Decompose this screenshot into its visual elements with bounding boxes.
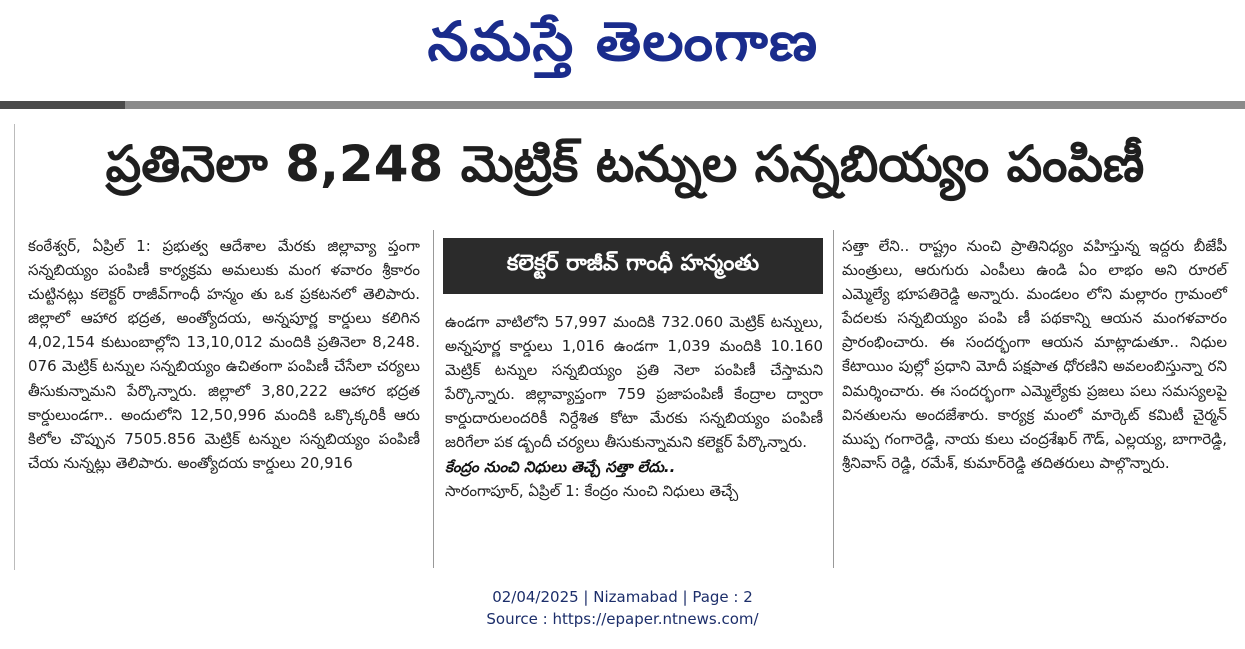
left-frame-line — [14, 124, 15, 570]
masthead-logo: నమస్తే తెలంగాణ — [427, 9, 818, 73]
masthead — [0, 0, 1245, 96]
column-divider — [433, 230, 434, 568]
article-column-2 — [445, 310, 823, 503]
footer — [0, 586, 1245, 630]
column-2-text: ఉండగా వాటిలోని 57,997 మందికి 732.060 మెట్రిక్ టన్నులు, అన్నపూర్ణ కార్డులు 1,016 ఉండగా 1,039 మందికి 10.160 మెట్రిక్ టన్నుల సన్నబియ్యం ప్రతి నెలా పంపిణీ చేస్తామని పేర్కొన్నారు. జిల్లావ్యాప్తంగా 759 ప్రజాపంపిణీ కేంద్రాల ద్వారా కార్డుదారులందరికీ నిర్దేశిత కోటా మేరకు సన్నబియ్యం పంపిణీ జరిగేలా పక డ్బందీ చర్యలు తీసుకున్నామని కలెక్టర్ పేర్కొన్నారు. — [445, 313, 823, 452]
header-rule — [0, 101, 1245, 109]
column-1-text: కంఠేశ్వర్, ఏప్రిల్ 1: ప్రభుత్వ ఆదేశాల మేరకు జిల్లావ్యా ప్తంగా సన్నబియ్యం పంపిణీ కార్యక్రమ అమలుకు మంగ ళవారం శ్రీకారం చుట్టినట్లు కలెక్టర్ రాజీవ్‌గాంధీ హన్మం తు ఒక ప్రకటనలో తెలిపారు. జిల్లాలో ఆహార భద్రత, అంత్యోదయ, అన్నపూర్ణ కార్డులు కలిగిన 4,02,154 కుటుంబాల్లోని 13,10,012 మందికి ప్రతినెలా 8,248. 076 మెట్రిక్ టన్నుల సన్నబియ్యం ఉచితంగా పంపిణీ చేసేలా చర్యలు తీసుకున్నామని పేర్కొన్నారు. జిల్లాలో 3,80,222 ఆహార భద్రత కార్డులుండగా.. అందులోని 12,50,996 మందికి ఒక్కొక్కరికీ ఆరు కిలోల చొప్పున 7505.856 మెట్రిక్ టన్నుల సన్నబియ్యం పంపిణీ చేయ నున్నట్లు తెలిపారు. అంత్యోదయ కార్డులు 20,916 — [28, 237, 420, 472]
column-2-subhead: కేంద్రం నుంచి నిధులు తెచ్చే సత్తా లేదు.. — [445, 457, 676, 476]
article-column-3 — [842, 234, 1227, 475]
article-headline: ప్రతినెలా 8,248 మెట్రిక్ టన్నుల సన్నబియ్యం పంపిణీ — [105, 134, 1145, 193]
edition-line: 02/04/2025 | Nizamabad | Page : 2 — [492, 588, 753, 606]
byline-box: కలెక్టర్ రాజీవ్ గాంధీ హన్మంతు — [443, 238, 823, 294]
column-3-text: సత్తా లేని.. రాష్ట్రం నుంచి ప్రాతినిధ్యం వహిస్తున్న ఇద్దరు బీజేపీ మంత్రులు, ఆరుగురు ఎంపీలు ఉండి ఏం లాభం అని రూరల్ ఎమ్మెల్యే భూపతిరెడ్డి అన్నారు. మండలం లోని మల్లారం గ్రామంలో పేదలకు సన్నబియ్యం పంపి ణీ పథకాన్ని ఆయన మంగళవారం ప్రారంభించారు. ఈ సందర్భంగా ఆయన మాట్లాడుతూ.. నిధుల కేటాయిం పుల్లో ప్రధాని మోదీ పక్షపాత ధోరణిని అవలంబిస్తున్నా రని విమర్శించారు. ఈ సందర్భంగా ఎమ్మెల్యేకు ప్రజలు పలు సమస్యలపై వినతులను అందజేశారు. కార్యక్ర మంలో మార్కెట్ కమిటీ చైర్మన్ ముప్ప గంగారెడ్డి, నాయ కులు చంద్రశేఖర్ గౌడ్, ఎల్లయ్య, బాగారెడ్డి, శ్రీనివాస్ రెడ్డి, రమేశ్, కుమార్‌రెడ్డి తదితరులు పాల్గొన్నారు. — [842, 237, 1227, 472]
source-line: Source : https://epaper.ntnews.com/ — [486, 610, 759, 628]
column-divider — [833, 230, 834, 568]
column-2-text-continued: సారంగాపూర్, ఏప్రిల్ 1: కేంద్రం నుంచి నిధులు తెచ్చే — [445, 481, 739, 500]
article-column-1 — [28, 234, 420, 475]
header-rule-accent — [0, 101, 125, 109]
